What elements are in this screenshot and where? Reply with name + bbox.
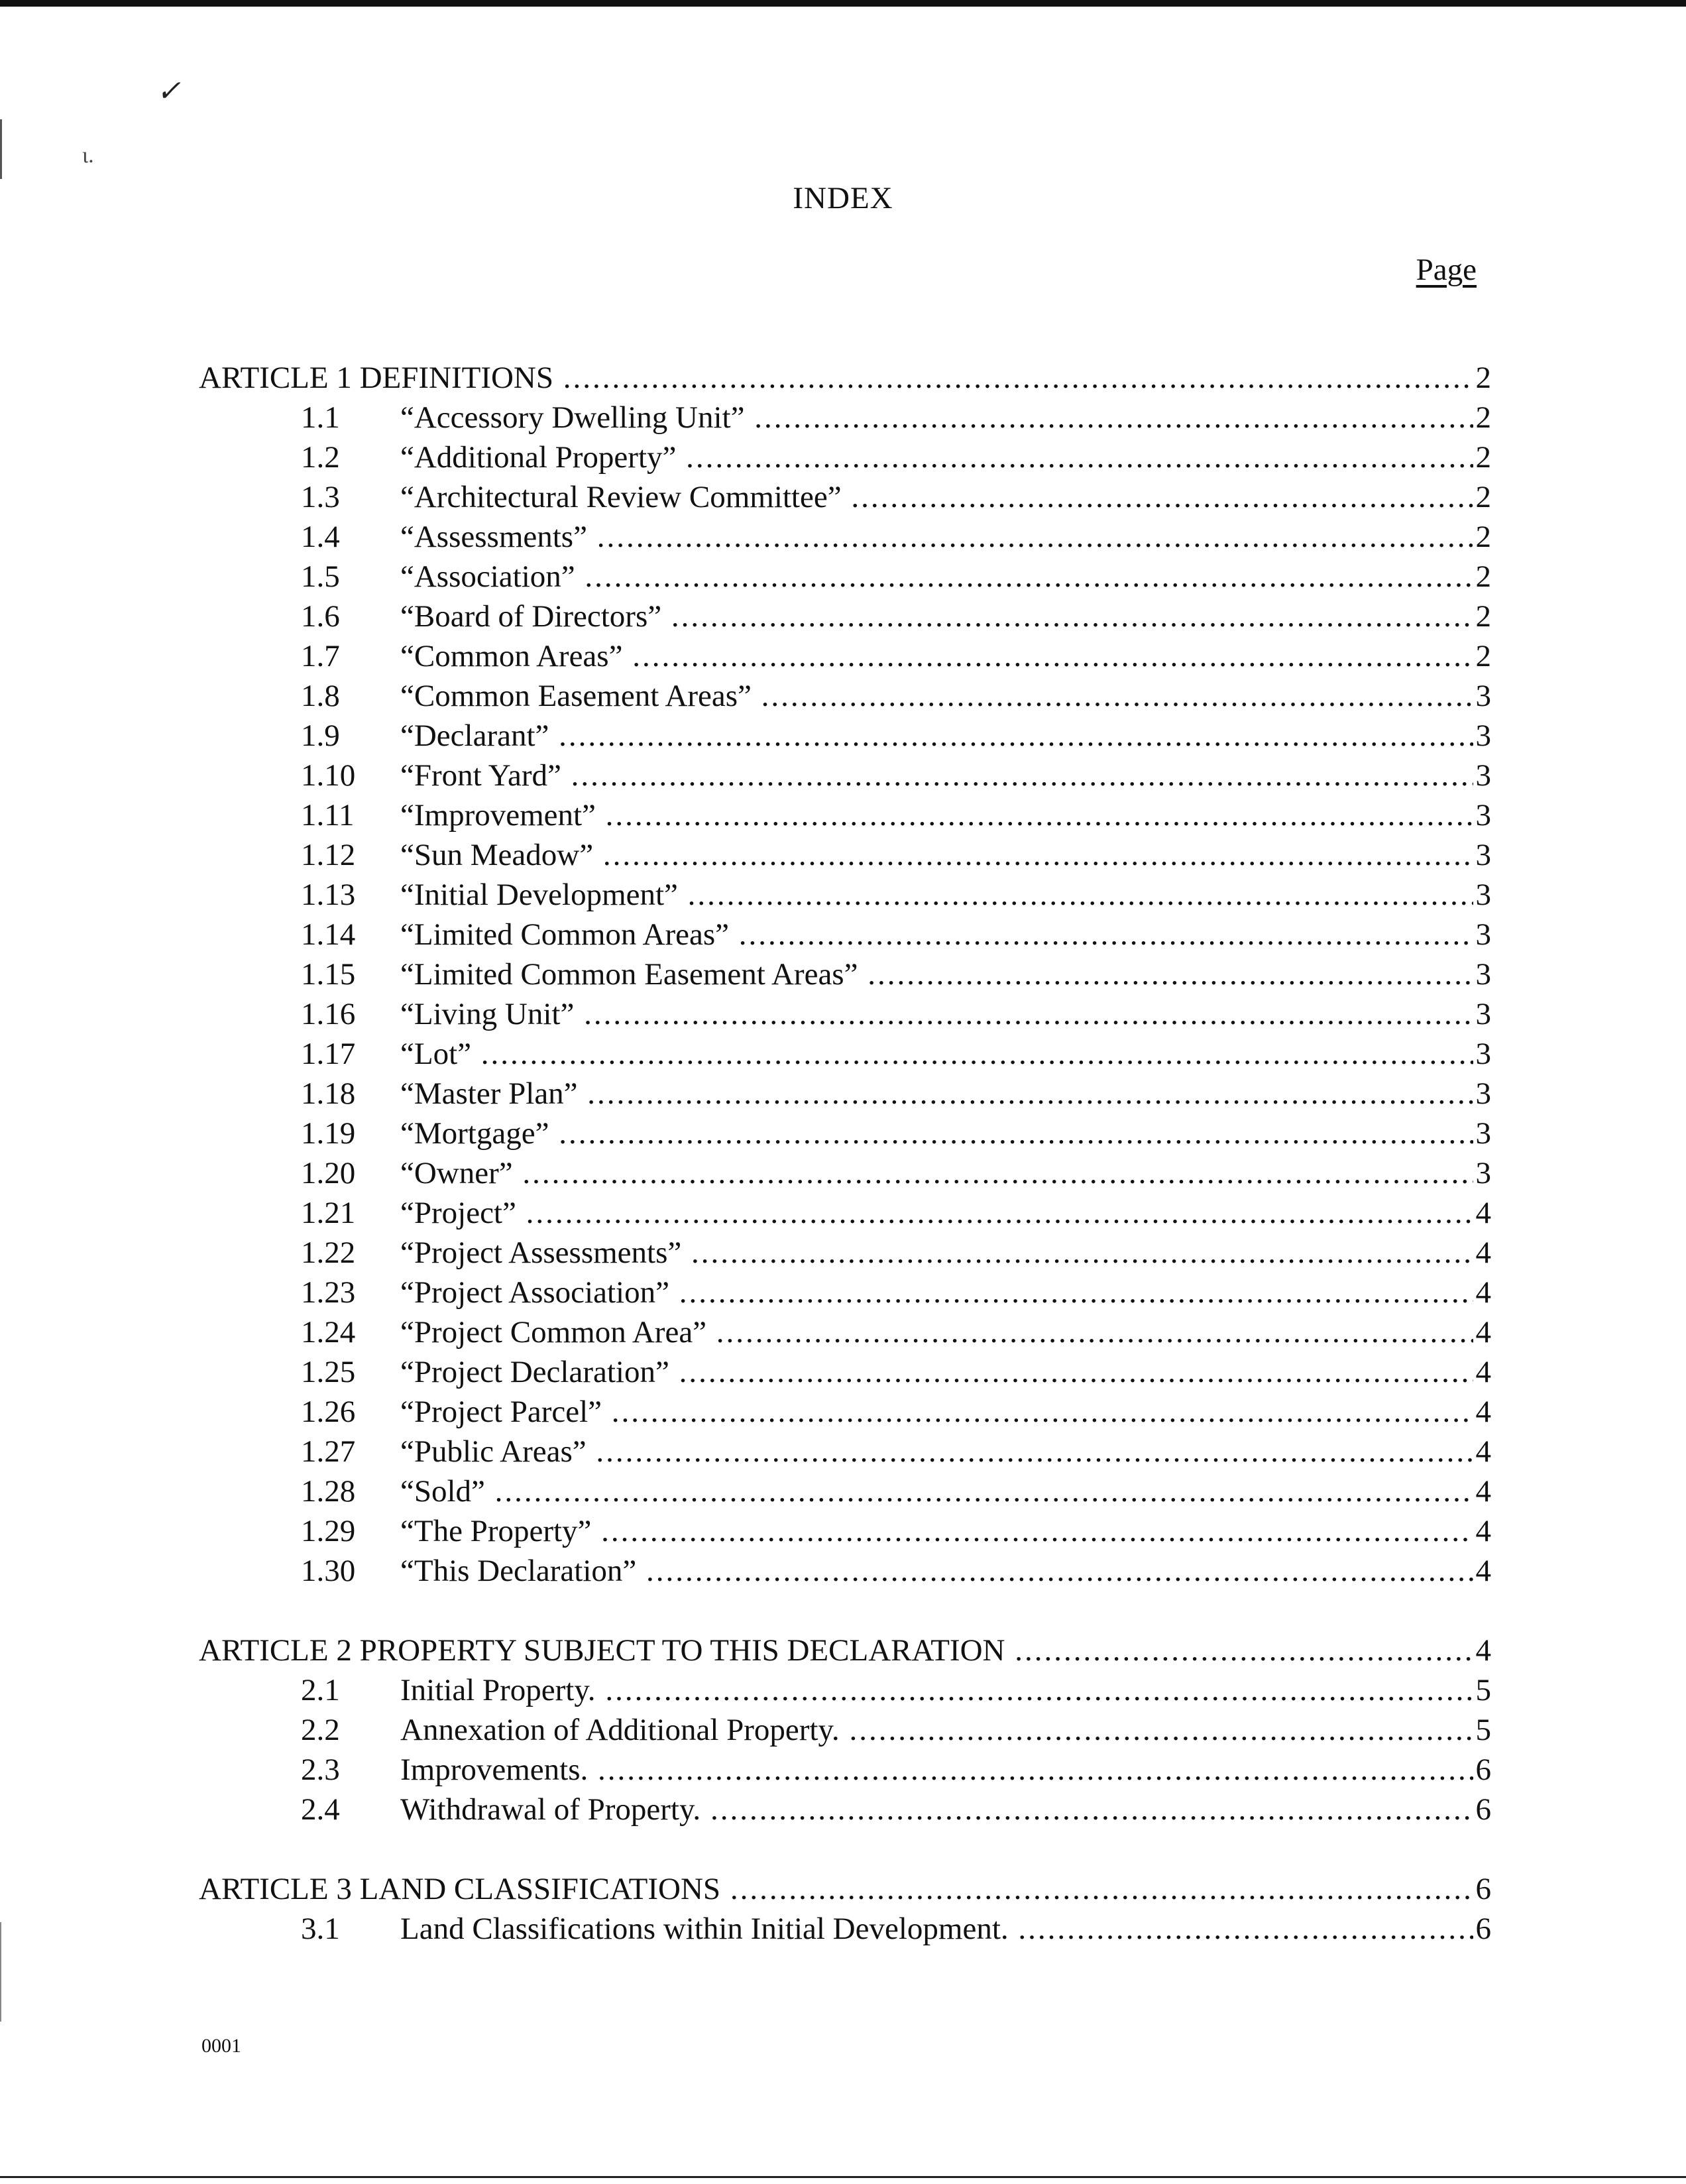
toc-section-row bbox=[199, 1471, 1491, 1511]
toc-page-number: 3 bbox=[1473, 994, 1492, 1034]
toc-entry-title: “Architectural Review Committee” bbox=[400, 480, 842, 514]
toc-page-number: 3 bbox=[1473, 676, 1492, 716]
toc-page-number: 2 bbox=[1473, 557, 1492, 597]
toc-page-number: 2 bbox=[1473, 636, 1492, 676]
toc-page-number: 2 bbox=[1473, 517, 1492, 557]
toc-page-number: 2 bbox=[1473, 597, 1492, 636]
toc-page-number: 3 bbox=[1473, 954, 1492, 994]
toc-page-number: 4 bbox=[1473, 1511, 1492, 1551]
toc-article-row bbox=[199, 1631, 1491, 1670]
toc-section-row bbox=[199, 517, 1491, 557]
toc-entry-title: “Initial Development” bbox=[400, 878, 678, 912]
toc-page-number: 4 bbox=[1473, 1631, 1492, 1670]
toc-section-row bbox=[199, 795, 1491, 835]
toc-page-number: 3 bbox=[1473, 795, 1492, 835]
check-mark-icon: ✓ bbox=[156, 75, 181, 107]
toc-entry-title: “Project Assessments” bbox=[400, 1236, 682, 1270]
toc-entry-title: “Owner” bbox=[400, 1156, 513, 1190]
toc-page-number: 2 bbox=[1473, 477, 1492, 517]
toc-page-number: 6 bbox=[1473, 1790, 1492, 1829]
toc-section-number: 1.27 bbox=[301, 1434, 356, 1469]
toc-entry-title: “Limited Common Areas” bbox=[400, 917, 730, 952]
toc-section-number: 1.2 bbox=[301, 440, 340, 475]
toc-page-number: 2 bbox=[1473, 398, 1492, 437]
toc-entry-title: “Front Yard” bbox=[400, 758, 561, 793]
toc-section-row bbox=[199, 636, 1491, 676]
toc-section-number: 1.20 bbox=[301, 1156, 356, 1190]
toc-section-number: 1.14 bbox=[301, 917, 356, 952]
toc-entry-title: “Sold” bbox=[400, 1474, 485, 1509]
scan-mark-icon: ι. bbox=[82, 143, 94, 168]
toc-section-number: 2.4 bbox=[301, 1792, 340, 1827]
toc-page-number: 4 bbox=[1473, 1432, 1492, 1471]
toc-section-row bbox=[199, 1909, 1491, 1949]
toc-page-number: 4 bbox=[1473, 1551, 1492, 1591]
toc-section-row bbox=[199, 477, 1491, 517]
toc-page-number: 6 bbox=[1473, 1869, 1492, 1909]
toc-entry-title: “This Declaration” bbox=[400, 1554, 637, 1588]
toc-entry-title: “Accessory Dwelling Unit” bbox=[400, 400, 745, 435]
toc-page-number: 4 bbox=[1473, 1273, 1492, 1312]
toc-section-row bbox=[199, 1551, 1491, 1591]
toc-page-number: 3 bbox=[1473, 756, 1492, 795]
toc-section-row bbox=[199, 1670, 1491, 1710]
toc-section-row bbox=[199, 1114, 1491, 1153]
toc-entry-title: “Improvement” bbox=[400, 798, 596, 833]
toc-page-number: 3 bbox=[1473, 1114, 1492, 1153]
toc-section-row bbox=[199, 1790, 1491, 1829]
toc-entry-title: “Common Areas” bbox=[400, 639, 623, 673]
toc-entry-title: “The Property” bbox=[400, 1514, 592, 1548]
toc-entry-title: ARTICLE 2 PROPERTY SUBJECT TO THIS DECLARATION bbox=[199, 1633, 1005, 1668]
toc-page-number: 3 bbox=[1473, 835, 1492, 875]
toc-section-row bbox=[199, 1233, 1491, 1273]
left-scan-mark bbox=[0, 119, 2, 179]
toc-section-row bbox=[199, 835, 1491, 875]
toc-section-number: 1.13 bbox=[301, 878, 356, 912]
toc-section-number: 1.30 bbox=[301, 1554, 356, 1588]
toc-page-number: 2 bbox=[1473, 358, 1492, 398]
toc-section-row bbox=[199, 676, 1491, 716]
toc-entry-title: “Lot” bbox=[400, 1037, 471, 1071]
toc-entry-title: Improvements. bbox=[400, 1753, 589, 1787]
toc-section-number: 1.6 bbox=[301, 599, 340, 634]
toc-section-number: 1.18 bbox=[301, 1076, 356, 1111]
toc-entry-title: ARTICLE 3 LAND CLASSIFICATIONS bbox=[199, 1872, 721, 1906]
toc-page-number: 5 bbox=[1473, 1710, 1492, 1750]
toc-entry-title: “Public Areas” bbox=[400, 1434, 587, 1469]
toc-entry-title: “Project Association” bbox=[400, 1275, 669, 1310]
toc-section-row bbox=[199, 1352, 1491, 1392]
toc-section-number: 1.7 bbox=[301, 639, 340, 673]
toc-section-row bbox=[199, 1153, 1491, 1193]
toc-entry-title: “Limited Common Easement Areas” bbox=[400, 957, 858, 992]
toc-section-number: 1.22 bbox=[301, 1236, 356, 1270]
toc-section-number: 1.3 bbox=[301, 480, 340, 514]
toc-entry-title: “Master Plan” bbox=[400, 1076, 578, 1111]
toc-section-row bbox=[199, 915, 1491, 954]
toc-entry-title: “Living Unit” bbox=[400, 997, 575, 1031]
toc-page-number: 3 bbox=[1473, 915, 1492, 954]
toc-section-number: 1.9 bbox=[301, 718, 340, 753]
toc-page-number: 3 bbox=[1473, 1153, 1492, 1193]
toc-section-row bbox=[199, 398, 1491, 437]
toc-section-number: 1.1 bbox=[301, 400, 340, 435]
toc-page-number: 5 bbox=[1473, 1670, 1492, 1710]
toc-section-number: 1.28 bbox=[301, 1474, 356, 1509]
toc-page-number: 4 bbox=[1473, 1312, 1492, 1352]
toc-section-row bbox=[199, 994, 1491, 1034]
toc-entry-title: “Association” bbox=[400, 559, 575, 594]
toc-section-number: 1.4 bbox=[301, 520, 340, 554]
toc-page-number: 2 bbox=[1473, 437, 1492, 477]
toc-section-row bbox=[199, 437, 1491, 477]
toc-entry-title: “Sun Meadow” bbox=[400, 838, 594, 872]
toc-page-number: 4 bbox=[1473, 1233, 1492, 1273]
toc-entry-title: “Project Common Area” bbox=[400, 1315, 707, 1350]
toc-entry-title: “Additional Property” bbox=[400, 440, 677, 475]
toc-entry-title: “Board of Directors” bbox=[400, 599, 662, 634]
page-title: INDEX bbox=[793, 181, 893, 215]
toc-section-number: 1.10 bbox=[301, 758, 356, 793]
toc-page-number: 4 bbox=[1473, 1193, 1492, 1233]
toc-section-number: 2.1 bbox=[301, 1673, 340, 1707]
toc-section-row bbox=[199, 1312, 1491, 1352]
toc-page-number: 6 bbox=[1473, 1750, 1492, 1790]
toc-section-number: 1.24 bbox=[301, 1315, 356, 1350]
toc-entry-title: “Assessments” bbox=[400, 520, 587, 554]
toc-section-number: 1.11 bbox=[301, 798, 355, 833]
toc-page-number: 4 bbox=[1473, 1352, 1492, 1392]
toc-section-row bbox=[199, 1034, 1491, 1074]
toc-section-number: 1.15 bbox=[301, 957, 356, 992]
toc-section-row bbox=[199, 1511, 1491, 1551]
toc-entry-title: ARTICLE 1 DEFINITIONS bbox=[199, 361, 554, 395]
toc-section-number: 1.19 bbox=[301, 1116, 356, 1151]
toc-entry-title: “Project Declaration” bbox=[400, 1355, 669, 1389]
toc-article-row bbox=[199, 358, 1491, 398]
toc-page-number: 3 bbox=[1473, 716, 1492, 756]
toc-section-row bbox=[199, 954, 1491, 994]
toc-section-number: 1.17 bbox=[301, 1037, 356, 1071]
toc-section-row bbox=[199, 716, 1491, 756]
toc-entry-title: “Declarant” bbox=[400, 718, 549, 753]
toc-entry-title: Initial Property. bbox=[400, 1673, 596, 1707]
toc-section-number: 1.26 bbox=[301, 1395, 356, 1429]
toc-article-row bbox=[199, 1869, 1491, 1909]
footer-code: 0001 bbox=[201, 2035, 241, 2057]
toc-entry-title: Withdrawal of Property. bbox=[400, 1792, 701, 1827]
toc-section-number: 2.3 bbox=[301, 1753, 340, 1787]
toc-section-row bbox=[199, 1392, 1491, 1432]
toc-section-number: 3.1 bbox=[301, 1912, 340, 1946]
toc-section-row bbox=[199, 1074, 1491, 1114]
toc-page-number: 3 bbox=[1473, 1034, 1492, 1074]
toc-page-number: 3 bbox=[1473, 1074, 1492, 1114]
toc-entry-title: Annexation of Additional Property. bbox=[400, 1713, 840, 1747]
toc-section-number: 1.29 bbox=[301, 1514, 356, 1548]
toc-section-number: 1.12 bbox=[301, 838, 356, 872]
toc-entry-title: “Mortgage” bbox=[400, 1116, 549, 1151]
toc-section-row bbox=[199, 1710, 1491, 1750]
toc-section-number: 1.5 bbox=[301, 559, 340, 594]
toc-section-number: 1.16 bbox=[301, 997, 356, 1031]
toc-section-number: 1.8 bbox=[301, 679, 340, 713]
toc-section-number: 1.21 bbox=[301, 1196, 356, 1230]
left-scan-mark-lower bbox=[0, 1922, 1, 2022]
toc-section-number: 1.25 bbox=[301, 1355, 356, 1389]
toc-section-row bbox=[199, 1432, 1491, 1471]
toc-section-row bbox=[199, 875, 1491, 915]
toc-page-number: 4 bbox=[1473, 1392, 1492, 1432]
toc-section-number: 2.2 bbox=[301, 1713, 340, 1747]
toc-section-row bbox=[199, 557, 1491, 597]
page-column-header: Page bbox=[1416, 253, 1477, 287]
toc-section-row bbox=[199, 597, 1491, 636]
toc-section-row bbox=[199, 756, 1491, 795]
toc-page-number: 4 bbox=[1473, 1471, 1492, 1511]
toc-section-row bbox=[199, 1193, 1491, 1233]
toc-page-number: 3 bbox=[1473, 875, 1492, 915]
toc-section-number: 1.23 bbox=[301, 1275, 356, 1310]
toc-page-number: 6 bbox=[1473, 1909, 1492, 1949]
toc-section-row bbox=[199, 1750, 1491, 1790]
top-scan-edge bbox=[0, 0, 1686, 7]
toc-entry-title: “Common Easement Areas” bbox=[400, 679, 752, 713]
toc-entry-title: “Project Parcel” bbox=[400, 1395, 602, 1429]
toc-entry-title: “Project” bbox=[400, 1196, 516, 1230]
bottom-scan-edge bbox=[0, 2176, 1686, 2178]
toc-entry-title: Land Classifications within Initial Development. bbox=[400, 1912, 1009, 1946]
toc-section-row bbox=[199, 1273, 1491, 1312]
